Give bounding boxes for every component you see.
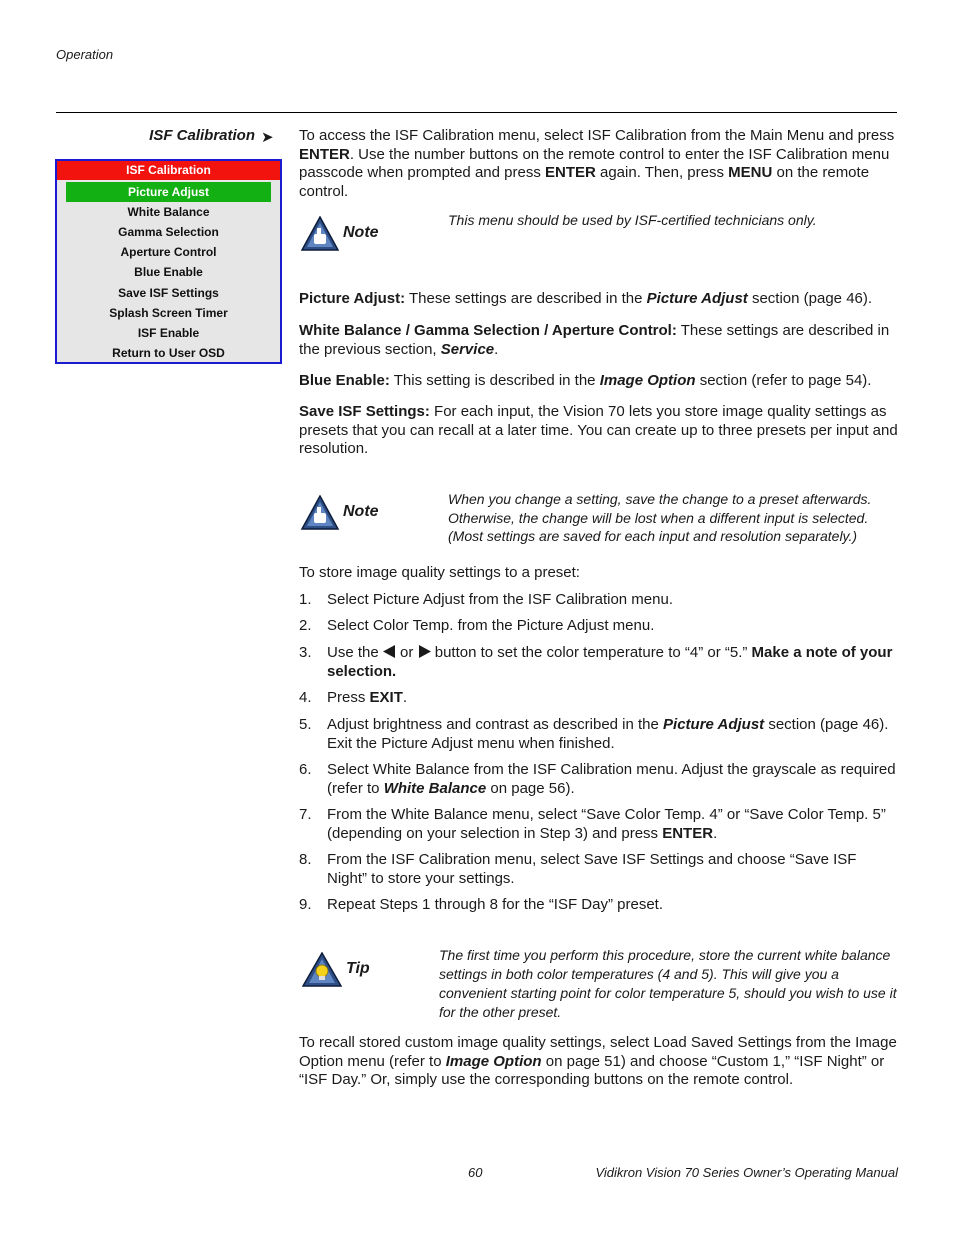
step-3: 3. Use the or button to set the color temperature to “4” or “5.” Make a note of your selection. — [299, 644, 893, 680]
step-2: 2. Select Color Temp. from the Picture Adjust menu. — [299, 617, 655, 634]
isf-calibration-menu — [55, 159, 282, 364]
step-9: 9. Repeat Steps 1 through 8 for the “ISF Day” preset. — [299, 896, 664, 913]
menu-item-splash-screen-timer: Splash Screen Timer — [109, 306, 228, 320]
menu-item-isf-enable: ISF Enable — [137, 326, 200, 340]
note-label: Note — [343, 224, 379, 241]
tip-text: The first time you perform this procedure, store the current white balance settings in both color temperatures (4 and 5). This will give you a convenient starting point for color temperature 5, should you wish to use it for the other preset. — [439, 947, 897, 1020]
page-number: 60 — [468, 1165, 483, 1180]
right-arrow-icon — [418, 645, 431, 658]
menu-item-gamma-selection: Gamma Selection — [118, 225, 219, 239]
section-title: ISF Calibration — [149, 127, 255, 144]
note-hand-icon — [301, 495, 339, 531]
save-isf-paragraph: Save ISF Settings: For each input, the Vision 70 lets you store image quality settings as presets that you can recall at a later time. You can create up to three presets per input and resolution. — [299, 403, 898, 458]
intro-paragraph: To access the ISF Calibration menu, select ISF Calibration from the Main Menu and press ENTER. Use the number buttons on the remote control to enter the ISF Calibration menu passcode when prompted and press ENTER again. Then, press MENU on the remote control. — [299, 127, 895, 201]
picture-adjust-paragraph: Picture Adjust: These settings are described in the Picture Adjust section (page 46). — [299, 290, 873, 307]
tip-lightbulb-icon — [302, 952, 342, 988]
menu-item-picture-adjust: Picture Adjust — [66, 182, 271, 202]
menu-item-return-to-user-osd: Return to User OSD — [112, 346, 225, 360]
note-text: This menu should be used by ISF-certified technicians only. — [448, 212, 817, 228]
note-label: Note — [343, 503, 379, 520]
step-5: 5. Adjust brightness and contrast as described in the Picture Adjust section (page 46). Exit the Picture Adjust menu when finished. — [299, 716, 889, 752]
section-arrow-icon: ➤ — [261, 129, 274, 146]
running-header: Operation — [56, 47, 114, 62]
white-balance-paragraph: White Balance / Gamma Selection / Aperture Control: These settings are described in the previous section, Service. — [299, 322, 890, 358]
step-1: 1. Select Picture Adjust from the ISF Calibration menu. — [299, 591, 673, 608]
tip-label: Tip — [346, 960, 370, 977]
blue-enable-paragraph: Blue Enable: This setting is described in the Image Option section (refer to page 54). — [299, 372, 872, 389]
step-8: 8. From the ISF Calibration menu, select Save ISF Settings and choose “Save ISF Night” to store your settings. — [299, 851, 857, 887]
menu-item-aperture-control: Aperture Control — [120, 245, 217, 259]
header-rule — [56, 112, 897, 113]
note-text: When you change a setting, save the change to a preset afterwards. Otherwise, the change will be lost when a different input is selected. (Most settings are saved for each input and resolution separately.) — [448, 491, 872, 545]
menu-title: ISF Calibration — [57, 161, 280, 180]
left-arrow-icon — [383, 645, 396, 658]
step-6: 6. Select White Balance from the ISF Calibration menu. Adjust the grayscale as required (refer to White Balance on page 56). — [299, 761, 896, 797]
step-7: 7. From the White Balance menu, select “Save Color Temp. 4” or “Save Color Temp. 5” (depending on your selection in Step 3) and press ENTER. — [299, 806, 886, 842]
step-4: 4. Press EXIT. — [299, 689, 408, 706]
menu-item-white-balance: White Balance — [127, 205, 210, 219]
note-hand-icon — [301, 216, 339, 252]
menu-item-blue-enable: Blue Enable — [134, 265, 203, 279]
recall-paragraph: To recall stored custom image quality settings, select Load Saved Settings from the Image Option menu (refer to Image Option on page 51) and choose “Custom 1,” “ISF Night” or “ISF Day.” Or, simply use the corresponding buttons on the remote control. — [299, 1034, 897, 1089]
manual-title: Vidikron Vision 70 Series Owner’s Operating Manual — [595, 1165, 898, 1180]
store-intro: To store image quality settings to a preset: — [299, 564, 580, 581]
menu-item-save-isf-settings: Save ISF Settings — [118, 286, 219, 300]
